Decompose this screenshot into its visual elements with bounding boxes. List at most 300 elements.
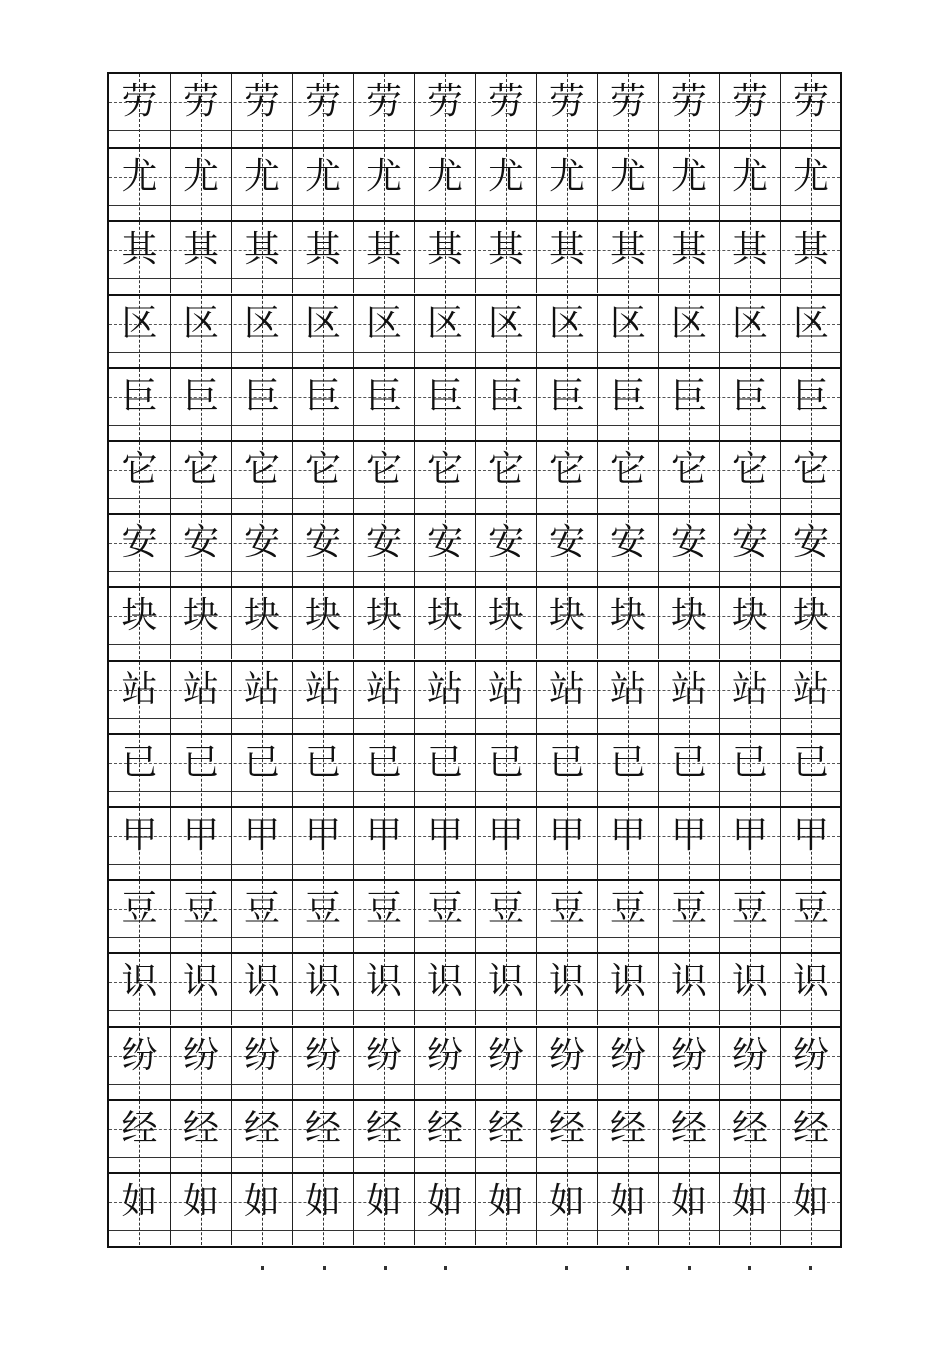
practice-cell[interactable] [109,808,170,879]
practice-character: 它 [121,449,158,490]
practice-character: 劳 [792,81,829,122]
practice-cell[interactable] [475,515,536,586]
practice-cell[interactable] [780,662,841,733]
practice-cell[interactable] [536,369,597,440]
practice-cell[interactable] [109,662,170,733]
practice-cell[interactable] [292,222,353,293]
practice-cell[interactable] [658,1174,719,1245]
practice-cell[interactable] [109,954,170,1025]
practice-cell[interactable] [353,515,414,586]
practice-cell[interactable] [353,881,414,952]
practice-cell[interactable] [597,74,658,147]
practice-cell[interactable] [353,74,414,147]
practice-character: 识 [304,961,341,1002]
practice-cell[interactable] [170,735,231,806]
practice-cell[interactable] [719,954,780,1025]
practice-row [109,1026,840,1099]
practice-cell[interactable] [658,662,719,733]
practice-character: 区 [121,303,158,344]
practice-character: 区 [426,303,463,344]
practice-cell[interactable] [231,808,292,879]
practice-cell[interactable] [780,1101,841,1172]
practice-cell[interactable] [353,1174,414,1245]
practice-cell[interactable] [536,1028,597,1099]
practice-cell[interactable] [231,222,292,293]
practice-cell[interactable] [719,1101,780,1172]
practice-character: 区 [731,303,768,344]
practice-character: 甲 [731,815,768,856]
practice-cell[interactable] [597,1101,658,1172]
practice-cell[interactable] [597,588,658,659]
practice-cell[interactable] [658,369,719,440]
practice-character: 区 [182,303,219,344]
practice-character: 豆 [731,888,768,929]
practice-cell[interactable] [231,881,292,952]
practice-cell[interactable] [353,588,414,659]
practice-character: 块 [609,595,646,636]
practice-character: 识 [182,961,219,1002]
practice-cell[interactable] [658,1101,719,1172]
practice-cell[interactable] [536,954,597,1025]
practice-cell[interactable] [597,442,658,513]
practice-cell[interactable] [475,735,536,806]
practice-cell[interactable] [353,808,414,879]
practice-cell[interactable] [597,735,658,806]
practice-character: 已 [121,742,158,783]
practice-character: 站 [121,669,158,710]
practice-cell[interactable] [658,808,719,879]
practice-cell[interactable] [292,1174,353,1245]
practice-cell[interactable] [597,369,658,440]
practice-cell[interactable] [231,1028,292,1099]
practice-cell[interactable] [231,369,292,440]
practice-cell[interactable] [231,954,292,1025]
practice-cell[interactable] [780,808,841,879]
practice-cell[interactable] [414,1174,475,1245]
practice-character: 巨 [731,376,768,417]
practice-cell[interactable] [109,735,170,806]
practice-cell[interactable] [170,1028,231,1099]
practice-character: 甲 [182,815,219,856]
practice-row [109,1099,840,1172]
practice-character: 站 [670,669,707,710]
practice-cell[interactable] [109,222,170,293]
practice-character: 巨 [548,376,585,417]
practice-character: 块 [670,595,707,636]
practice-cell[interactable] [475,222,536,293]
practice-cell[interactable] [658,515,719,586]
practice-cell[interactable] [292,662,353,733]
practice-cell[interactable] [658,442,719,513]
practice-cell[interactable] [170,222,231,293]
practice-cell[interactable] [414,1101,475,1172]
practice-cell[interactable] [719,588,780,659]
practice-character: 豆 [304,888,341,929]
practice-character: 安 [670,522,707,563]
practice-cell[interactable] [353,954,414,1025]
practice-character: 经 [487,1108,524,1149]
practice-character: 经 [609,1108,646,1149]
practice-cell[interactable] [719,149,780,220]
practice-character: 劳 [487,81,524,122]
practice-character: 甲 [487,815,524,856]
practice-cell[interactable] [780,515,841,586]
guide-dot [809,1266,812,1270]
practice-cell[interactable] [597,1174,658,1245]
practice-cell[interactable] [719,222,780,293]
practice-character: 其 [670,229,707,270]
practice-cell[interactable] [658,588,719,659]
practice-cell[interactable] [231,296,292,367]
practice-cell[interactable] [231,74,292,147]
practice-row [109,513,840,586]
practice-character: 尤 [304,156,341,197]
practice-cell[interactable] [170,442,231,513]
practice-cell[interactable] [597,222,658,293]
practice-character: 纷 [365,1035,402,1076]
practice-cell[interactable] [109,881,170,952]
practice-character: 已 [609,742,646,783]
practice-cell[interactable] [353,442,414,513]
practice-cell[interactable] [414,74,475,147]
practice-cell[interactable] [475,881,536,952]
practice-row [109,660,840,733]
practice-row [109,879,840,952]
practice-character: 已 [243,742,280,783]
practice-cell[interactable] [109,74,170,147]
practice-character: 甲 [365,815,402,856]
practice-cell[interactable] [475,1101,536,1172]
practice-cell[interactable] [170,74,231,147]
practice-cell[interactable] [658,881,719,952]
practice-cell[interactable] [292,808,353,879]
practice-character: 如 [731,1181,768,1222]
practice-character: 站 [609,669,646,710]
practice-character: 已 [487,742,524,783]
practice-cell[interactable] [719,1028,780,1099]
practice-cell[interactable] [536,149,597,220]
practice-character: 识 [121,961,158,1002]
practice-cell[interactable] [231,442,292,513]
practice-cell[interactable] [536,588,597,659]
practice-cell[interactable] [597,296,658,367]
practice-cell[interactable] [597,808,658,879]
practice-cell[interactable] [475,1028,536,1099]
practice-cell[interactable] [292,442,353,513]
practice-character: 其 [426,229,463,270]
practice-cell[interactable] [597,149,658,220]
practice-character: 尤 [243,156,280,197]
practice-cell[interactable] [292,74,353,147]
practice-cell[interactable] [109,515,170,586]
practice-cell[interactable] [597,662,658,733]
practice-character: 尤 [182,156,219,197]
practice-cell[interactable] [719,1174,780,1245]
practice-cell[interactable] [780,74,841,147]
practice-character: 区 [548,303,585,344]
practice-cell[interactable] [536,296,597,367]
practice-character: 站 [365,669,402,710]
practice-cell[interactable] [658,1028,719,1099]
practice-cell[interactable] [658,954,719,1025]
practice-cell[interactable] [780,149,841,220]
practice-character: 甲 [304,815,341,856]
practice-character: 巨 [121,376,158,417]
practice-cell[interactable] [292,1101,353,1172]
practice-character: 巨 [304,376,341,417]
practice-character: 它 [243,449,280,490]
practice-cell[interactable] [719,442,780,513]
practice-cell[interactable] [536,735,597,806]
practice-character: 安 [365,522,402,563]
practice-cell[interactable] [536,881,597,952]
practice-character: 其 [548,229,585,270]
practice-cell[interactable] [109,442,170,513]
practice-cell[interactable] [414,808,475,879]
practice-character: 区 [670,303,707,344]
practice-cell[interactable] [475,149,536,220]
practice-cell[interactable] [292,149,353,220]
practice-cell[interactable] [658,735,719,806]
practice-cell[interactable] [231,149,292,220]
practice-cell[interactable] [170,149,231,220]
practice-cell[interactable] [780,1174,841,1245]
practice-cell[interactable] [414,954,475,1025]
practice-cell[interactable] [536,662,597,733]
practice-character: 经 [792,1108,829,1149]
practice-character: 劳 [548,81,585,122]
practice-character: 如 [365,1181,402,1222]
practice-character: 它 [365,449,402,490]
practice-character: 纷 [792,1035,829,1076]
practice-character: 已 [792,742,829,783]
practice-cell[interactable] [292,369,353,440]
practice-cell[interactable] [292,735,353,806]
practice-character: 它 [731,449,768,490]
practice-cell[interactable] [719,662,780,733]
practice-character: 区 [487,303,524,344]
practice-character: 如 [182,1181,219,1222]
practice-character: 巨 [243,376,280,417]
practice-cell[interactable] [292,954,353,1025]
practice-cell[interactable] [170,588,231,659]
practice-cell[interactable] [353,296,414,367]
practice-cell[interactable] [170,369,231,440]
practice-cell[interactable] [353,662,414,733]
practice-cell[interactable] [475,662,536,733]
practice-cell[interactable] [414,1028,475,1099]
practice-cell[interactable] [414,588,475,659]
practice-cell[interactable] [170,515,231,586]
practice-character: 块 [243,595,280,636]
practice-cell[interactable] [414,515,475,586]
practice-character: 经 [243,1108,280,1149]
practice-cell[interactable] [719,881,780,952]
practice-cell[interactable] [536,74,597,147]
practice-cell[interactable] [231,515,292,586]
practice-cell[interactable] [231,588,292,659]
practice-cell[interactable] [414,369,475,440]
practice-cell[interactable] [353,369,414,440]
practice-cell[interactable] [597,515,658,586]
practice-cell[interactable] [536,442,597,513]
practice-character: 已 [365,742,402,783]
practice-character: 站 [792,669,829,710]
practice-character: 甲 [792,815,829,856]
practice-row [109,586,840,659]
practice-character: 块 [304,595,341,636]
practice-cell[interactable] [597,1028,658,1099]
practice-cell[interactable] [170,1174,231,1245]
practice-cell[interactable] [475,588,536,659]
practice-cell[interactable] [414,296,475,367]
practice-cell[interactable] [414,222,475,293]
practice-cell[interactable] [414,881,475,952]
practice-character: 巨 [670,376,707,417]
practice-cell[interactable] [414,735,475,806]
practice-character: 识 [426,961,463,1002]
practice-character: 识 [365,961,402,1002]
practice-cell[interactable] [170,662,231,733]
practice-cell[interactable] [353,149,414,220]
practice-cell[interactable] [292,881,353,952]
practice-cell[interactable] [536,1101,597,1172]
practice-character: 已 [548,742,585,783]
practice-cell[interactable] [109,588,170,659]
practice-cell[interactable] [780,442,841,513]
practice-character: 经 [426,1108,463,1149]
practice-row [109,147,840,220]
practice-cell[interactable] [597,881,658,952]
practice-character: 尤 [121,156,158,197]
practice-character: 纷 [609,1035,646,1076]
practice-cell[interactable] [109,1101,170,1172]
practice-cell[interactable] [231,662,292,733]
practice-cell[interactable] [109,296,170,367]
practice-cell[interactable] [170,954,231,1025]
practice-cell[interactable] [597,954,658,1025]
practice-cell[interactable] [414,149,475,220]
practice-cell[interactable] [719,808,780,879]
practice-cell[interactable] [170,881,231,952]
practice-character: 劳 [121,81,158,122]
practice-cell[interactable] [353,1028,414,1099]
practice-character: 尤 [792,156,829,197]
practice-character: 区 [365,303,402,344]
practice-cell[interactable] [109,1174,170,1245]
practice-cell[interactable] [780,1028,841,1099]
practice-row [109,952,840,1025]
practice-character: 安 [731,522,768,563]
practice-character: 劳 [670,81,707,122]
practice-character: 区 [304,303,341,344]
practice-cell[interactable] [780,588,841,659]
practice-cell[interactable] [719,515,780,586]
practice-cell[interactable] [109,149,170,220]
practice-character: 块 [182,595,219,636]
practice-character: 块 [365,595,402,636]
practice-character: 如 [304,1181,341,1222]
practice-cell[interactable] [475,369,536,440]
practice-cell[interactable] [109,369,170,440]
practice-row [109,294,840,367]
practice-cell[interactable] [536,222,597,293]
practice-character: 它 [487,449,524,490]
practice-cell[interactable] [658,149,719,220]
practice-character: 安 [243,522,280,563]
practice-row [109,806,840,879]
practice-cell[interactable] [231,1174,292,1245]
practice-cell[interactable] [170,1101,231,1172]
practice-cell[interactable] [292,515,353,586]
practice-character: 豆 [121,888,158,929]
practice-character: 它 [548,449,585,490]
practice-character: 巨 [487,376,524,417]
practice-character: 块 [548,595,585,636]
guide-dot [748,1266,751,1270]
practice-cell[interactable] [780,222,841,293]
practice-cell[interactable] [780,369,841,440]
practice-cell[interactable] [353,1101,414,1172]
practice-character: 块 [487,595,524,636]
practice-cell[interactable] [170,808,231,879]
practice-character: 纷 [670,1035,707,1076]
practice-character: 尤 [731,156,768,197]
practice-cell[interactable] [292,588,353,659]
practice-character: 其 [609,229,646,270]
practice-cell[interactable] [658,296,719,367]
practice-character: 它 [304,449,341,490]
practice-cell[interactable] [414,442,475,513]
practice-cell[interactable] [658,74,719,147]
practice-cell[interactable] [780,735,841,806]
practice-cell[interactable] [780,296,841,367]
practice-cell[interactable] [780,881,841,952]
practice-cell[interactable] [475,808,536,879]
practice-cell[interactable] [536,1174,597,1245]
practice-cell[interactable] [475,296,536,367]
practice-cell[interactable] [231,1101,292,1172]
practice-character: 其 [365,229,402,270]
practice-cell[interactable] [231,735,292,806]
practice-cell[interactable] [475,74,536,147]
practice-cell[interactable] [353,222,414,293]
practice-cell[interactable] [353,735,414,806]
practice-cell[interactable] [780,954,841,1025]
practice-character: 纷 [548,1035,585,1076]
practice-cell[interactable] [536,515,597,586]
practice-character: 它 [609,449,646,490]
practice-cell[interactable] [536,808,597,879]
practice-character: 巨 [365,376,402,417]
practice-cell[interactable] [719,735,780,806]
practice-cell[interactable] [475,1174,536,1245]
practice-character: 尤 [548,156,585,197]
practice-cell[interactable] [414,662,475,733]
practice-cell[interactable] [719,74,780,147]
practice-cell[interactable] [719,369,780,440]
practice-cell[interactable] [658,222,719,293]
practice-cell[interactable] [292,296,353,367]
practice-cell[interactable] [719,296,780,367]
practice-cell[interactable] [475,442,536,513]
practice-row [109,440,840,513]
practice-cell[interactable] [109,1028,170,1099]
practice-cell[interactable] [292,1028,353,1099]
practice-cell[interactable] [170,296,231,367]
practice-character: 如 [426,1181,463,1222]
practice-cell[interactable] [475,954,536,1025]
